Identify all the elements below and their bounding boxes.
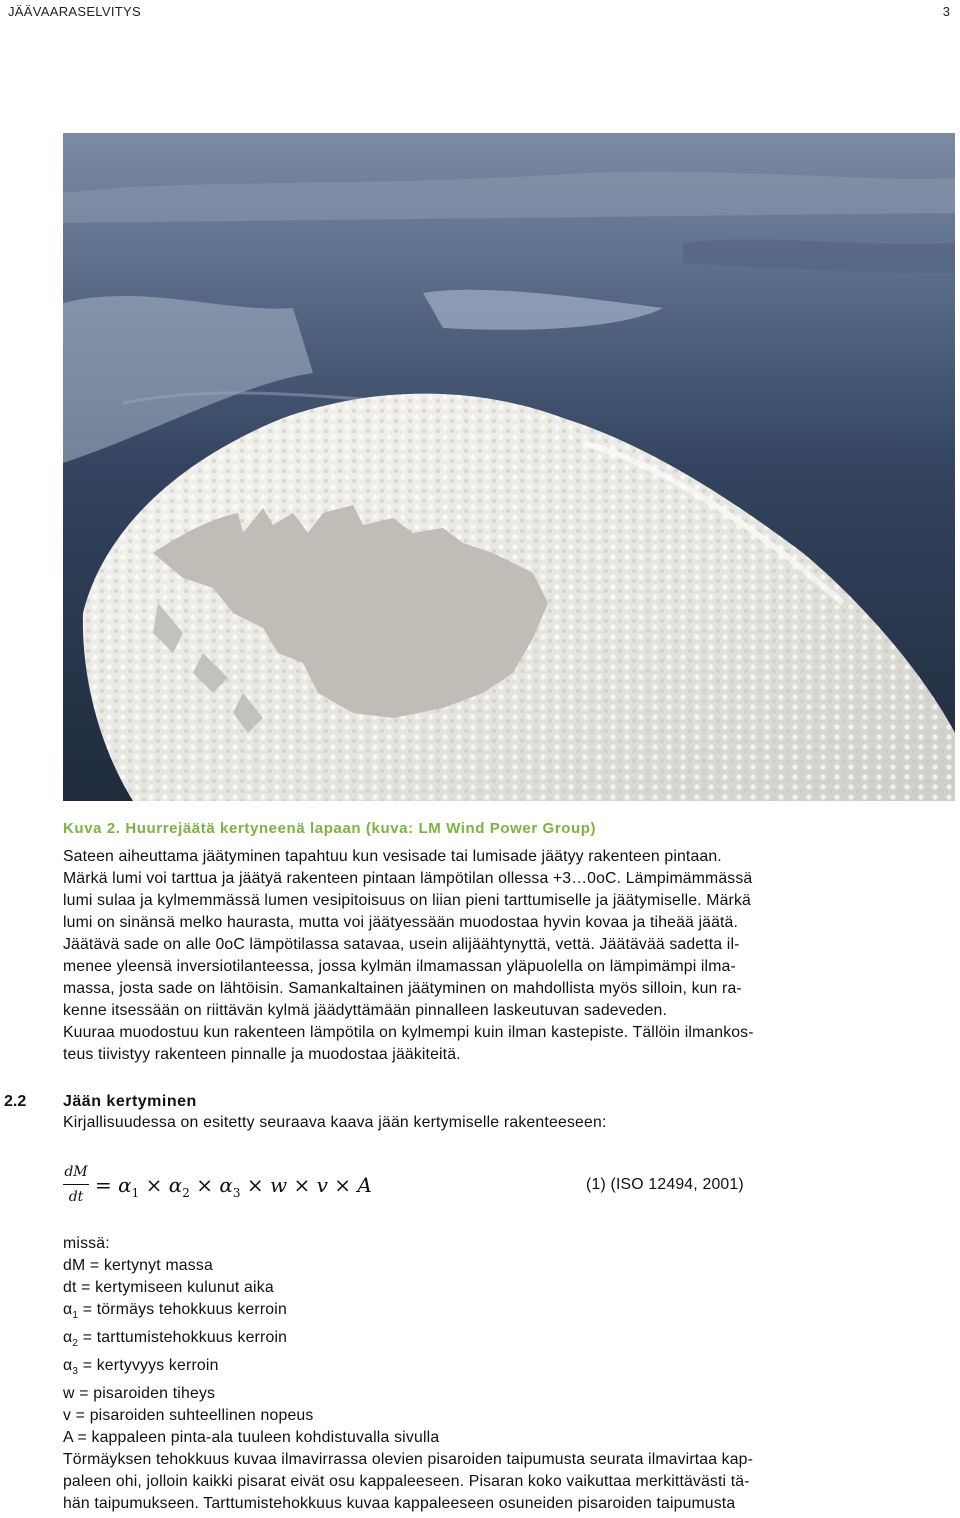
formula-subscript: 1 xyxy=(131,1186,140,1200)
page-number: 3 xyxy=(942,4,950,19)
fraction-bar xyxy=(63,1184,89,1185)
text-line: Törmäyksen tehokkuus kuvaa ilmavirrassa olevien pisaroiden taipumusta seurata ilmavirtaa kap- xyxy=(63,1451,754,1468)
formula-subscript: 3 xyxy=(232,1186,241,1200)
paragraph-precipitation-icing xyxy=(63,846,929,1066)
formula-alpha-3: × α xyxy=(189,1173,233,1197)
definition-w: w = pisaroiden tiheys xyxy=(63,1385,216,1403)
formula-rhs xyxy=(95,1173,372,1200)
text-line: Kuuraa muodostuu kun rakenteen lämpötila on kylmempi kuin ilman kastepiste. Tällöin ilmankos- xyxy=(63,1024,754,1041)
text-line: massa, josta sade on lähtöisin. Samankaltainen jäätyminen on mahdollista myös silloin, kun ra- xyxy=(63,980,742,997)
definition-text: = kertyvyys kerroin xyxy=(78,1357,219,1375)
definition-alpha-1 xyxy=(63,1299,439,1327)
text-line: Sateen aiheuttama jäätyminen tapahtuu kun vesisade tai lumisade jäätyy rakenteen pintaan. xyxy=(63,848,722,865)
definition-text: = tarttumistehokkuus kerroin xyxy=(78,1329,288,1347)
definition-dt: dt = kertymiseen kulunut aika xyxy=(63,1279,274,1296)
ice-accretion-formula xyxy=(63,1162,483,1210)
definition-alpha-3 xyxy=(63,1355,439,1383)
figure-caption: Kuva 2. Huurrejäätä kertyneenä lapaan (kuva: LM Wind Power Group) xyxy=(63,820,597,837)
definition-subscript: 3 xyxy=(72,1366,79,1378)
definition-alpha-2 xyxy=(63,1327,439,1355)
definition-text: = törmäys tehokkuus kerroin xyxy=(78,1301,287,1318)
formula-subscript: 2 xyxy=(182,1186,190,1200)
text-line: lumi on sinänsä melko haurasta, mutta voi jäätyessään muodostaa hyvin kovaa ja tiheää jäätä. xyxy=(63,914,739,931)
text-line: Jäätävä sade on alle 0oC lämpötilassa satavaa, usein alijäähtynyttä, vettä. Jäätävää sadetta il- xyxy=(63,936,740,953)
definition-A: A = kappaleen pinta-ala tuuleen kohdistuvalla sivulla xyxy=(63,1429,440,1447)
text-line: lumi sulaa ja kylmemmässä lumen vesipitoisuus on liian pieni tarttumiselle ja jäätymiselle. Märkä xyxy=(63,892,751,909)
formula-numerator: dM xyxy=(64,1164,88,1180)
formula-alpha-2: × α xyxy=(139,1173,183,1197)
formula-fraction xyxy=(63,1162,89,1207)
text-line: teus tiivistyy rakenteen pinnalle ja muodostaa jääkiteitä. xyxy=(63,1046,461,1063)
alpha-symbol: α xyxy=(63,1301,73,1318)
definition-subscript: 2 xyxy=(72,1338,79,1350)
variable-definitions xyxy=(63,1233,439,1449)
section-title: Jään kertyminen xyxy=(63,1093,197,1110)
text-line: hän taipumukseen. Tarttumistehokkuus kuvaa kappaleeseen osuneiden pisaroiden taipumusta xyxy=(63,1495,736,1512)
text-line: kenne itsessään on riittävän kylmä jäädyttämään pinnalleen laskeutuvan sadeveden. xyxy=(63,1002,668,1019)
alpha-symbol: α xyxy=(63,1357,73,1375)
section-number: 2.2 xyxy=(4,1093,27,1110)
text-line: menee yleensä inversiotilanteessa, jossa kylmän ilmamassan yläpuolella on lämpimämpi ilma- xyxy=(63,958,736,975)
formula-denominator: dt xyxy=(68,1189,84,1205)
formula-tail: × w × v × A xyxy=(240,1173,372,1197)
running-header-title: JÄÄVAARASELVITYS xyxy=(8,4,141,19)
formula-alpha-1: = α xyxy=(95,1173,132,1197)
section-intro: Kirjallisuudessa on esitetty seuraava kaava jään kertymiselle rakenteeseen: xyxy=(63,1114,607,1131)
text-line: paleen ohi, jolloin kaikki pisarat eivät osu kappaleeseen. Pisaran koko vaikuttaa merkittävästi tä- xyxy=(63,1473,750,1490)
rime-ice-blade-photo xyxy=(63,133,955,801)
definitions-intro: missä: xyxy=(63,1235,110,1252)
text-line: Märkä lumi voi tarttua ja jäätyä rakenteen pintaan lämpötilan ollessa +3…0oC. Lämpimämmässä xyxy=(63,870,753,887)
paragraph-collision-efficiency xyxy=(63,1449,929,1515)
definition-dm: dM = kertynyt massa xyxy=(63,1257,213,1274)
definition-subscript: 1 xyxy=(72,1310,79,1322)
alpha-symbol: α xyxy=(63,1329,73,1347)
definition-v: v = pisaroiden suhteellinen nopeus xyxy=(63,1407,314,1425)
formula-reference: (1) (ISO 12494, 2001) xyxy=(586,1176,744,1193)
